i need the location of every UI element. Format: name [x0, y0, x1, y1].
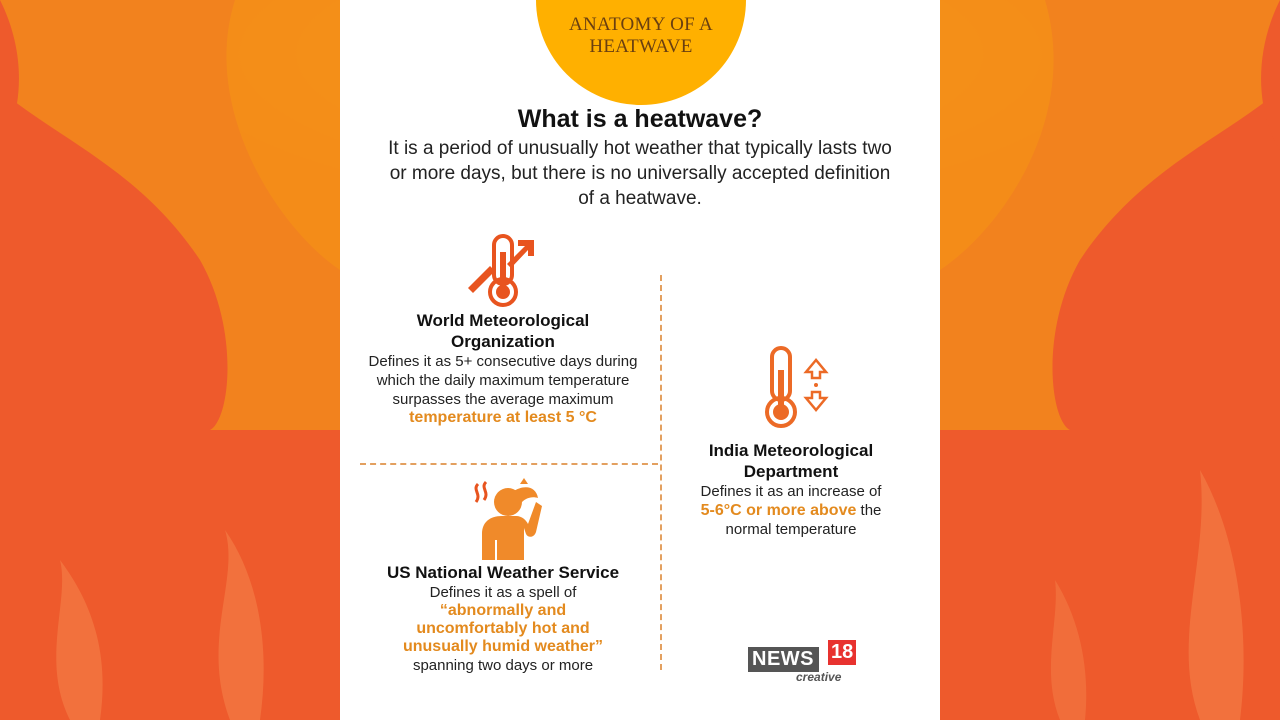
news18-logo — [748, 640, 858, 685]
logo-brand: NEWS — [748, 647, 819, 672]
us-highlight: “abnormally and uncomfortably hot and unusually humid weather” — [402, 602, 604, 655]
logo-sub: creative — [796, 670, 842, 684]
thermometer-up-down-icon — [764, 344, 834, 434]
imd-name: India Meteorological Department — [708, 441, 874, 481]
sweating-person-icon — [466, 476, 546, 560]
wmo-name: World Meteorological Organization — [416, 311, 590, 351]
wmo-block — [368, 310, 638, 427]
page-title: What is a heatwave? — [517, 105, 763, 133]
imd-block — [680, 440, 902, 539]
thermometer-rising-icon — [462, 232, 542, 310]
intro-text: It is a period of unusually hot weather that typically lasts two or more days, but there is no universally accepted definition of a heatwave. — [388, 138, 892, 209]
horizontal-divider — [360, 463, 658, 465]
banner-title — [536, 14, 746, 58]
imd-description: Defines it as an increase of — [700, 483, 882, 500]
us-name: US National Weather Service — [386, 563, 620, 582]
us-description: Defines it as a spell of — [429, 584, 577, 601]
us-description-end: spanning two days or more — [412, 657, 594, 674]
infographic-panel — [340, 0, 940, 720]
wmo-highlight: temperature at least 5 °C — [409, 409, 597, 426]
imd-highlight: 5-6°C or more above — [700, 502, 857, 519]
banner-title-line2: HEATWAVE — [589, 36, 693, 57]
banner-title-line1: ANATOMY OF A — [568, 14, 713, 35]
wmo-description: Defines it as 5+ consecutive days during which the daily maximum temperature surpasses the average maximum — [368, 353, 638, 408]
us-block — [368, 562, 638, 675]
vertical-divider — [660, 275, 662, 670]
imd-description-end: the normal temperature — [725, 502, 882, 538]
logo-number: 18 — [828, 640, 856, 665]
